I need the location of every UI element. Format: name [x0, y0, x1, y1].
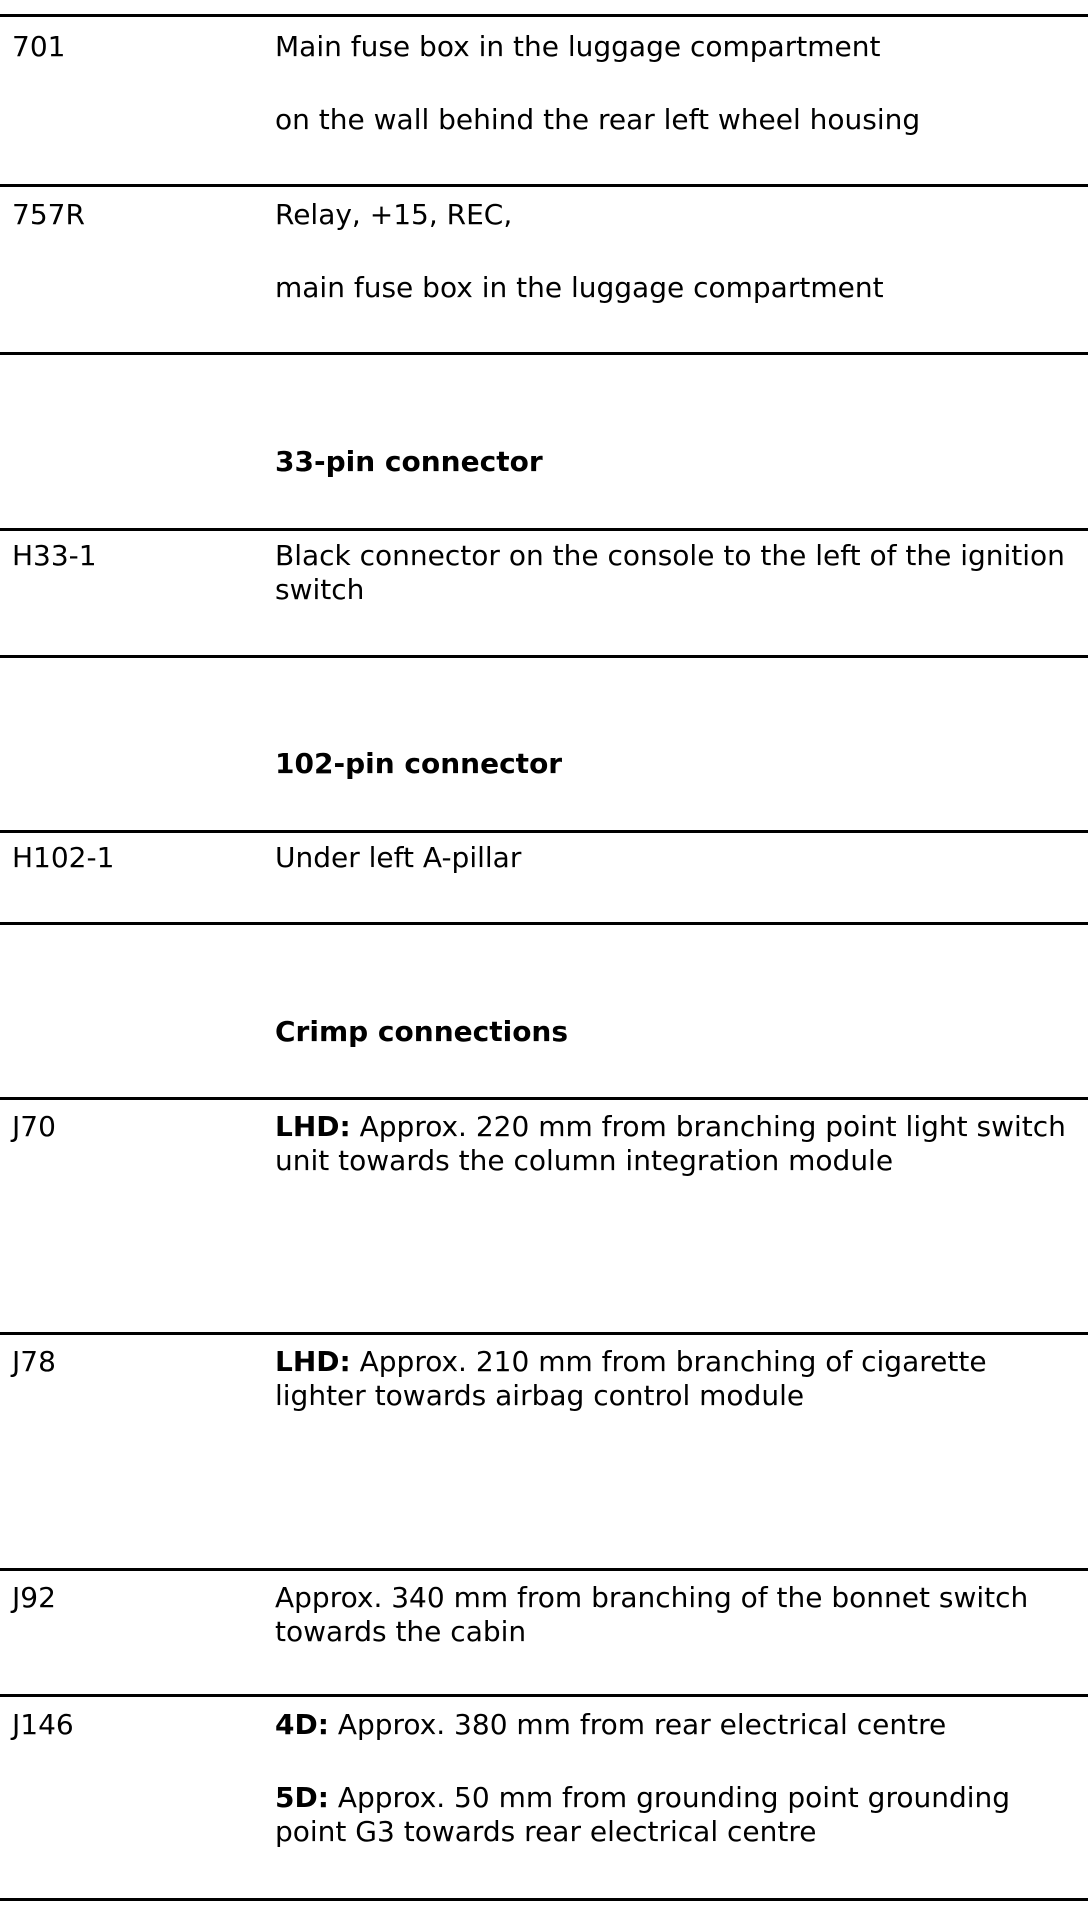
section-heading: Crimp connections: [275, 1015, 569, 1048]
row-code: H102-1: [12, 841, 115, 874]
row-code: J70: [12, 1110, 56, 1143]
variant-label: LHD:: [275, 1110, 351, 1143]
variant-label: 4D:: [275, 1708, 329, 1741]
row-code: 701: [12, 30, 66, 63]
row-text: Approx. 210 mm from branching of cigarette lighter towards airbag control module: [275, 1345, 987, 1412]
row-description: Relay, +15, REC,: [275, 198, 513, 231]
row-code: J92: [12, 1581, 56, 1614]
row-description: [275, 1781, 1075, 1849]
table-rule: [0, 922, 1088, 925]
row-description: Under left A-pillar: [275, 841, 522, 874]
table-rule: [0, 830, 1088, 833]
row-code: J146: [12, 1708, 74, 1741]
variant-label: 5D:: [275, 1781, 329, 1814]
table-rule: [0, 528, 1088, 531]
table-rule: [0, 14, 1088, 17]
row-text: Approx. 220 mm from branching point light switch unit towards the column integration module: [275, 1110, 1066, 1177]
row-code: J78: [12, 1345, 56, 1378]
row-description: Approx. 340 mm from branching of the bonnet switch towards the cabin: [275, 1581, 1029, 1648]
row-description: [275, 1708, 1075, 1742]
variant-label: LHD:: [275, 1345, 351, 1378]
row-description: on the wall behind the rear left wheel housing: [275, 103, 921, 136]
row-description: [275, 1345, 1075, 1413]
section-heading: 102-pin connector: [275, 747, 563, 780]
row-description: [275, 1110, 1075, 1178]
table-rule: [0, 1898, 1088, 1901]
row-code: H33-1: [12, 539, 97, 572]
table-rule: [0, 184, 1088, 187]
row-description: Main fuse box in the luggage compartment: [275, 30, 881, 63]
table-rule: [0, 1694, 1088, 1697]
section-heading: 33-pin connector: [275, 445, 543, 478]
row-text: Approx. 50 mm from grounding point grounding point G3 towards rear electrical centre: [275, 1781, 1011, 1848]
table-rule: [0, 1568, 1088, 1571]
row-description: Black connector on the console to the left of the ignition switch: [275, 539, 1065, 606]
table-rule: [0, 655, 1088, 658]
row-text: Approx. 380 mm from rear electrical centre: [328, 1708, 947, 1741]
row-description: main fuse box in the luggage compartment: [275, 271, 884, 304]
table-rule: [0, 1332, 1088, 1335]
table-rule: [0, 1097, 1088, 1100]
table-rule: [0, 352, 1088, 355]
row-code: 757R: [12, 198, 85, 231]
